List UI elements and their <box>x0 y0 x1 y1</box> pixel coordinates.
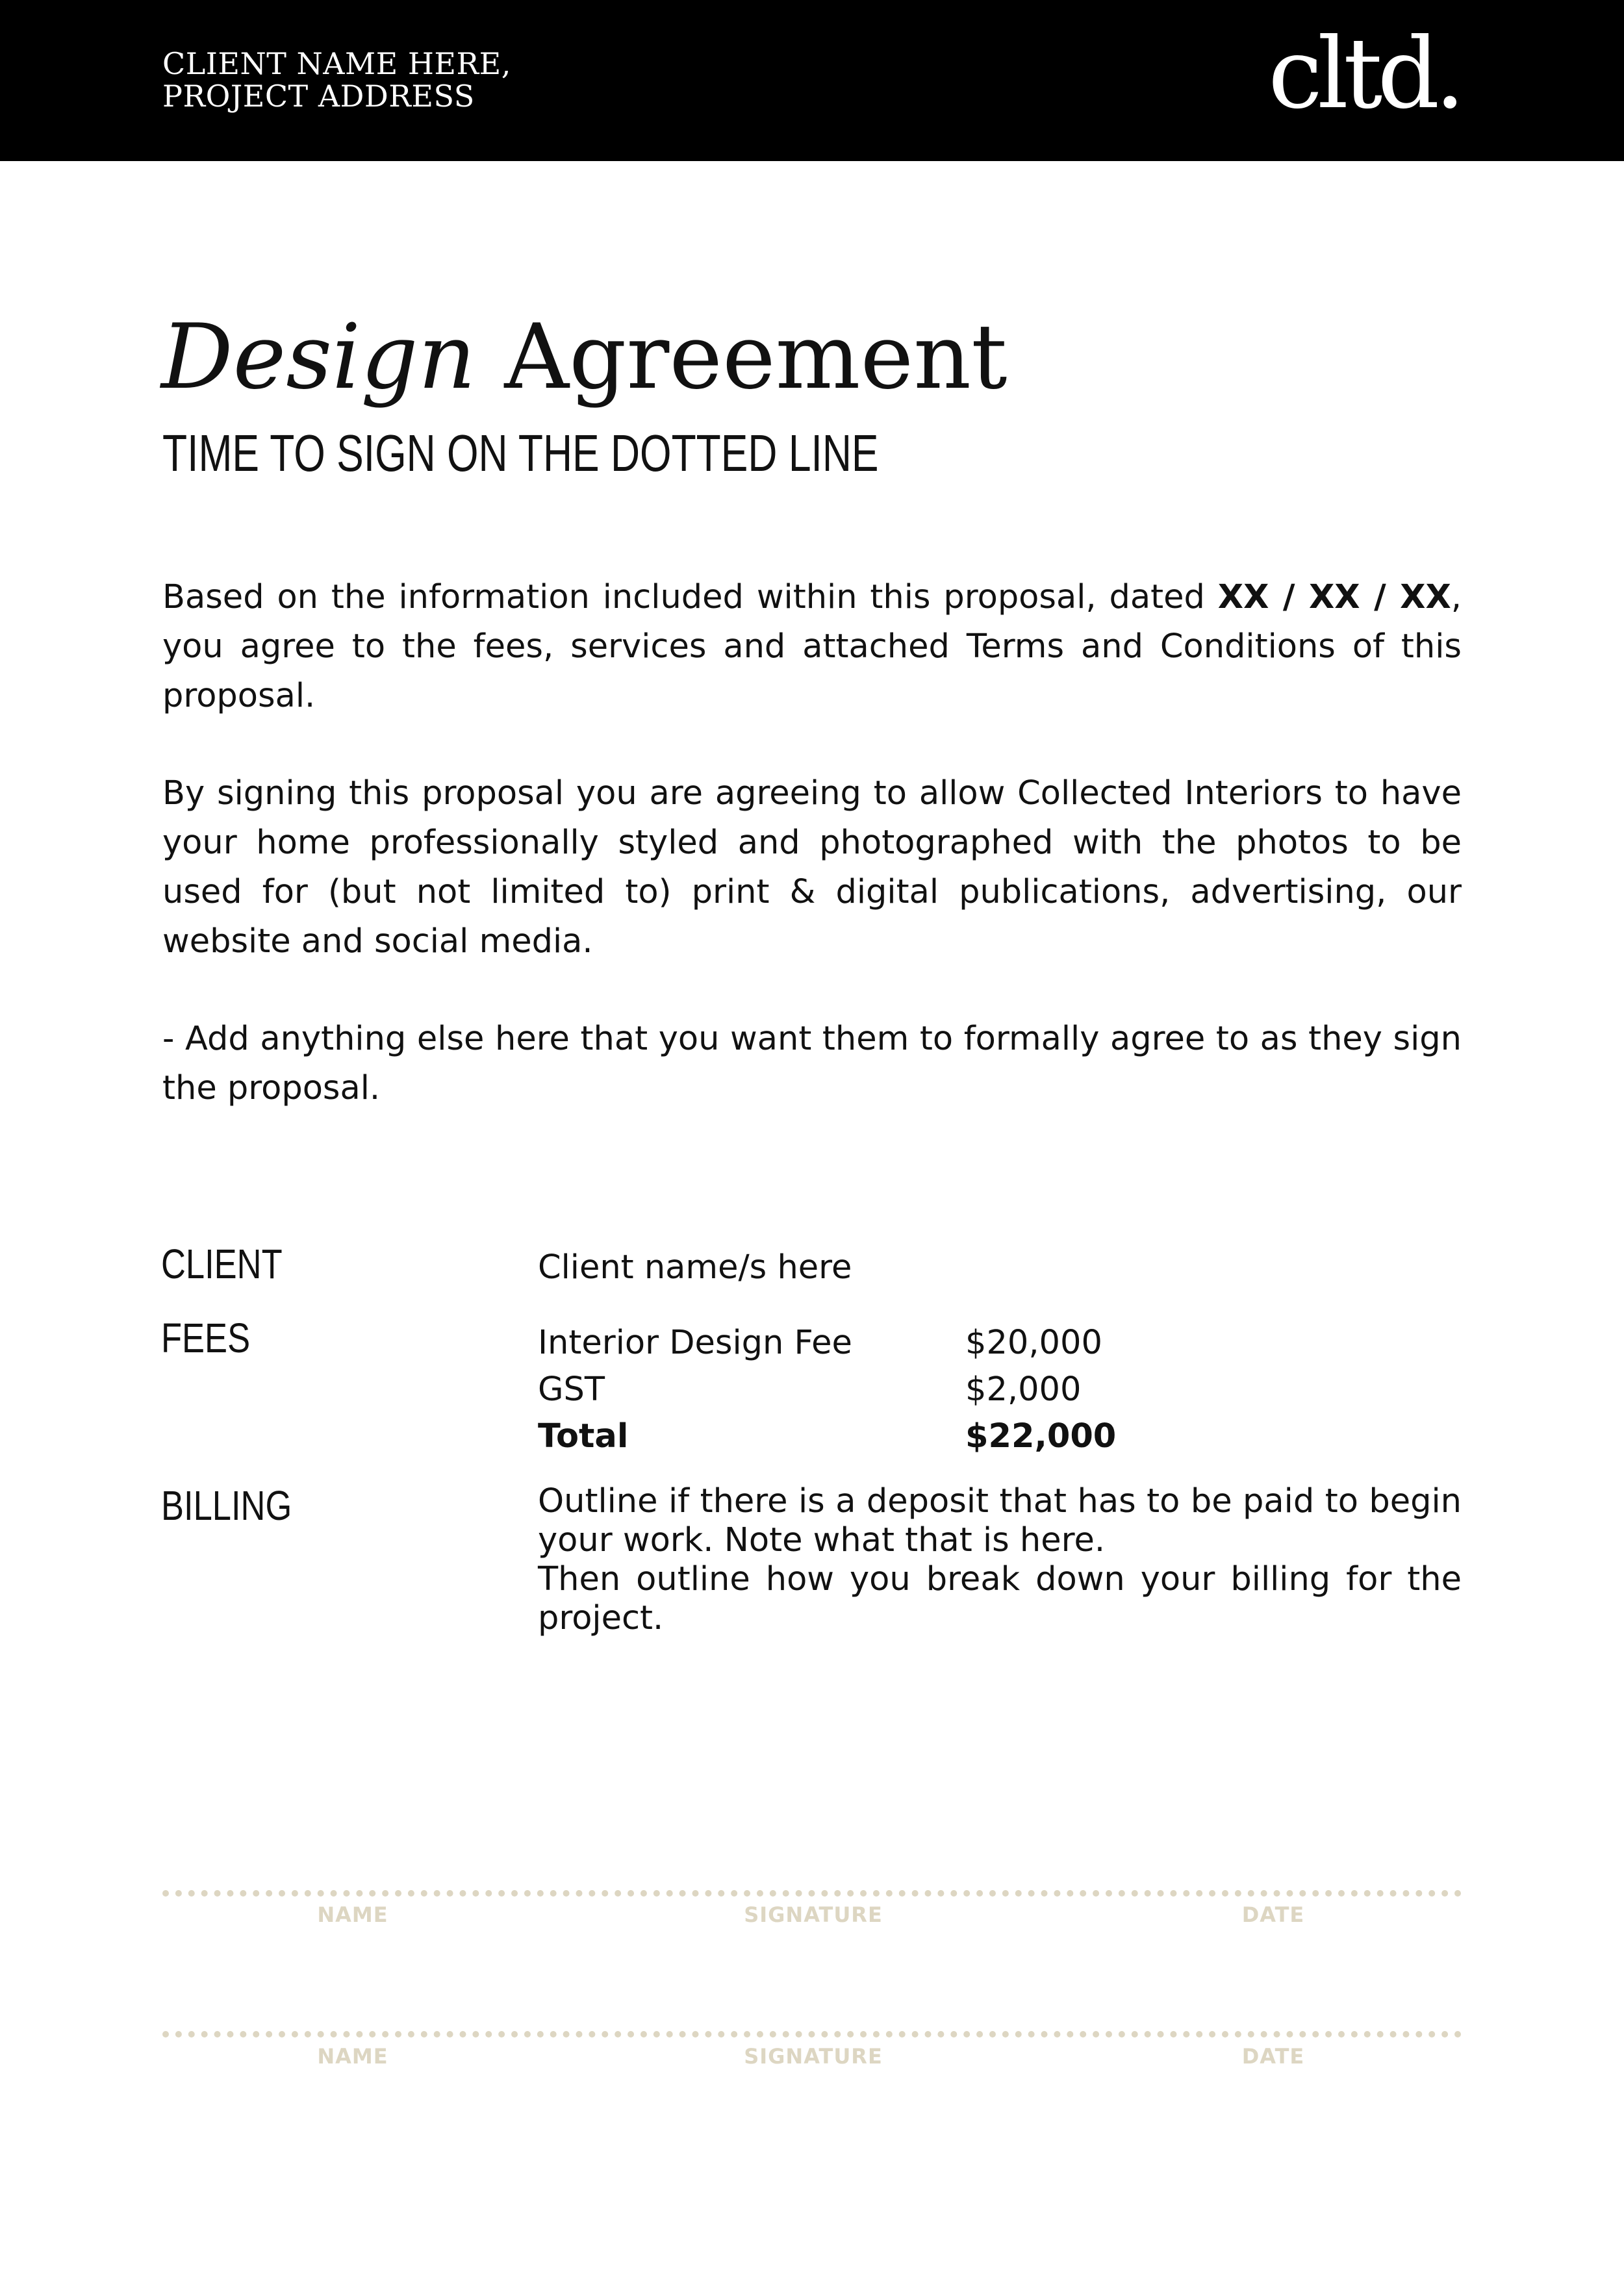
date-label-1: DATE <box>1241 1902 1305 1927</box>
date-label-2: DATE <box>1241 2044 1305 2069</box>
title-rest: Agreement <box>504 305 1008 409</box>
billing-line: project. <box>538 1599 664 1637</box>
agreement-paragraph-3: - Add anything else here that you want them to formally agree to as they sign the proposal. <box>162 1020 1462 1107</box>
billing-line: Then outline how you break down your billing for the <box>538 1560 1462 1598</box>
title-italic: Design <box>161 305 476 409</box>
fee-amount-gst: $2,000 <box>965 1370 1082 1409</box>
billing-label: BILLING <box>161 1482 292 1529</box>
signature-line-1[interactable] <box>162 1890 1462 1897</box>
project-address-header: PROJECT ADDRESS <box>162 79 475 114</box>
fee-item-design: Interior Design Fee <box>538 1324 852 1362</box>
proposal-date: XX / XX / XX <box>1217 578 1451 616</box>
agreement-paragraph-2: By signing this proposal you are agreeing to allow Collected Interiors to have your home professionally styled and photographed with the photos to be used for (but not limited to) print & digital publications, advertising, our website and social media. <box>162 774 1462 961</box>
p1-before: Based on the information included within this proposal, dated <box>162 578 1218 616</box>
fee-item-total: Total <box>538 1417 629 1456</box>
p1-after: , you agree to the fees, services and attached Terms and Conditions of this proposal. <box>162 578 1462 715</box>
brand-logo: cltd. <box>1268 18 1460 131</box>
fee-item-gst: GST <box>538 1370 605 1409</box>
client-label: CLIENT <box>161 1241 283 1287</box>
name-label-1: NAME <box>317 1902 388 1927</box>
agreement-paragraph-1 <box>162 573 1462 721</box>
billing-line: your work. Note what that is here. <box>538 1521 1106 1559</box>
billing-line: Outline if there is a deposit that has to be paid to begin <box>538 1482 1462 1520</box>
signature-line-2[interactable] <box>162 2031 1462 2037</box>
fee-amount-total: $22,000 <box>965 1417 1117 1456</box>
fee-amount-design: $20,000 <box>965 1324 1102 1362</box>
signature-label-1: SIGNATURE <box>744 1902 883 1927</box>
header-bar <box>0 0 1624 161</box>
billing-description <box>538 1482 1462 1638</box>
page-title <box>161 305 1008 409</box>
client-name-header: CLIENT NAME HERE, <box>162 46 511 81</box>
client-value: Client name/s here <box>538 1248 852 1287</box>
fees-label: FEES <box>161 1315 251 1361</box>
signature-label-2: SIGNATURE <box>744 2044 883 2069</box>
name-label-2: NAME <box>317 2044 388 2069</box>
page-subtitle: TIME TO SIGN ON THE DOTTED LINE <box>162 424 879 482</box>
